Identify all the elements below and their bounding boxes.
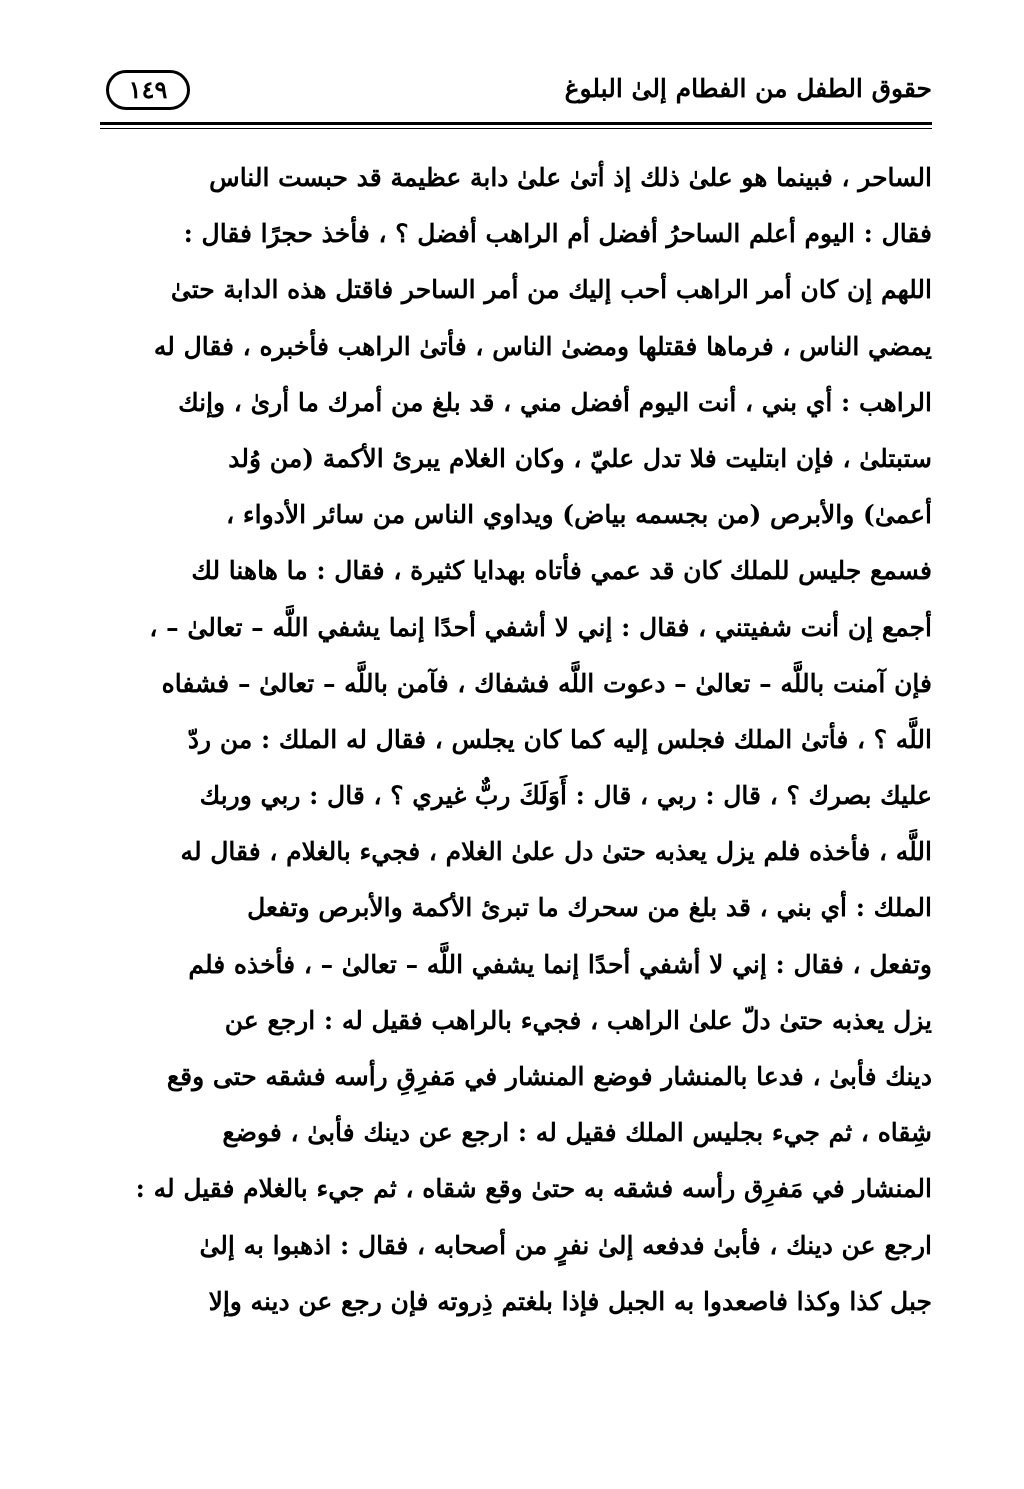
text-line: أجمع إن أنت شفيتني ، فقال : إني لا أشفي أحدًا إنما يشفي اللَّه – تعالىٰ – ،: [149, 612, 932, 642]
text-line: يمضي الناس ، فرماها فقتلها ومضىٰ الناس ، فأتىٰ الراهب فأخبره ، فقال له: [153, 331, 932, 361]
text-line: فإن آمنت باللَّه – تعالىٰ – دعوت اللَّه فشفاك ، فآمن باللَّه – تعالىٰ – فشفاه: [161, 668, 932, 698]
text-line: الراهب : أي بني ، أنت اليوم أفضل مني ، قد بلغ من أمرك ما أرىٰ ، وإنك: [178, 387, 932, 417]
text-line: الملك : أي بني ، قد بلغ من سحرك ما تبرئ الأكمة والأبرص وتفعل: [247, 893, 932, 923]
text-line: يزل يعذبه حتىٰ دلّ علىٰ الراهب ، فجيء بالراهب فقيل له : ارجع عن: [224, 1005, 932, 1035]
text-line: اللَّه ؟ ، فأتىٰ الملك فجلس إليه كما كان يجلس ، فقال له الملك : من ردّ: [187, 724, 932, 754]
header-rule-thin: [100, 128, 932, 129]
page-number: ١٤٩: [128, 75, 168, 104]
text-line: دينك فأبىٰ ، فدعا بالمنشار فوضع المنشار في مَفرِقِ رأسه فشقه حتى وقع: [166, 1062, 932, 1091]
text-line: أعمىٰ) والأبرص (من بجسمه بياض) ويداوي الناس من سائر الأدواء ،: [226, 500, 932, 530]
text-line: جبل كذا وكذا فاصعدوا به الجبل فإذا بلغتم ذِروته فإن رجع عن دينه وإلا: [208, 1286, 932, 1316]
text-line: ارجع عن دينك ، فأبىٰ فدفعه إلىٰ نفرٍ من أصحابه ، فقال : اذهبوا به إلىٰ: [199, 1230, 932, 1260]
text-line: وتفعل ، فقال : إني لا أشفي أحدًا إنما يشفي اللَّه – تعالىٰ – ، فأخذه فلم: [188, 949, 932, 979]
text-line: شِقاه ، ثم جيء بجليس الملك فقيل له : ارجع عن دينك فأبىٰ ، فوضع: [222, 1118, 932, 1148]
header-rule-thick: [100, 122, 932, 125]
running-title: حقوق الطفل من الفطام إلىٰ البلوغ: [564, 74, 932, 103]
page-number-badge: [106, 70, 190, 110]
text-line: اللهم إن كان أمر الراهب أحب إليك من أمر الساحر فاقتل هذه الدابة حتىٰ: [170, 275, 932, 305]
text-line: فقال : اليوم أعلم الساحرُ أفضل أم الراهب أفضل ؟ ، فأخذ حجرًا فقال :: [183, 219, 932, 249]
text-line: عليك بصرك ؟ ، قال : ربي ، قال : أَوَلَكَ ربٌّ غيري ؟ ، قال : ربي وربك: [199, 781, 932, 811]
text-line: فسمع جليس للملك كان قد عمي فأتاه بهدايا كثيرة ، فقال : ما هاهنا لك: [191, 556, 932, 586]
body-text: [100, 150, 932, 1330]
text-line: اللَّه ، فأخذه فلم يزل يعذبه حتىٰ دل علىٰ الغلام ، فجيء بالغلام ، فقال له: [180, 837, 932, 867]
text-line: الساحر ، فبينما هو علىٰ ذلك إذ أتىٰ علىٰ دابة عظيمة قد حبست الناس: [209, 163, 932, 192]
text-line: المنشار في مَفرِق رأسه فشقه به حتىٰ وقع شقاه ، ثم جيء بالغلام فقيل له :: [135, 1174, 932, 1204]
page-header: [100, 62, 932, 120]
text-line: ستبتلىٰ ، فإن ابتليت فلا تدل عليّ ، وكان الغلام يبرئ الأكمة (من وُلد: [228, 443, 932, 473]
